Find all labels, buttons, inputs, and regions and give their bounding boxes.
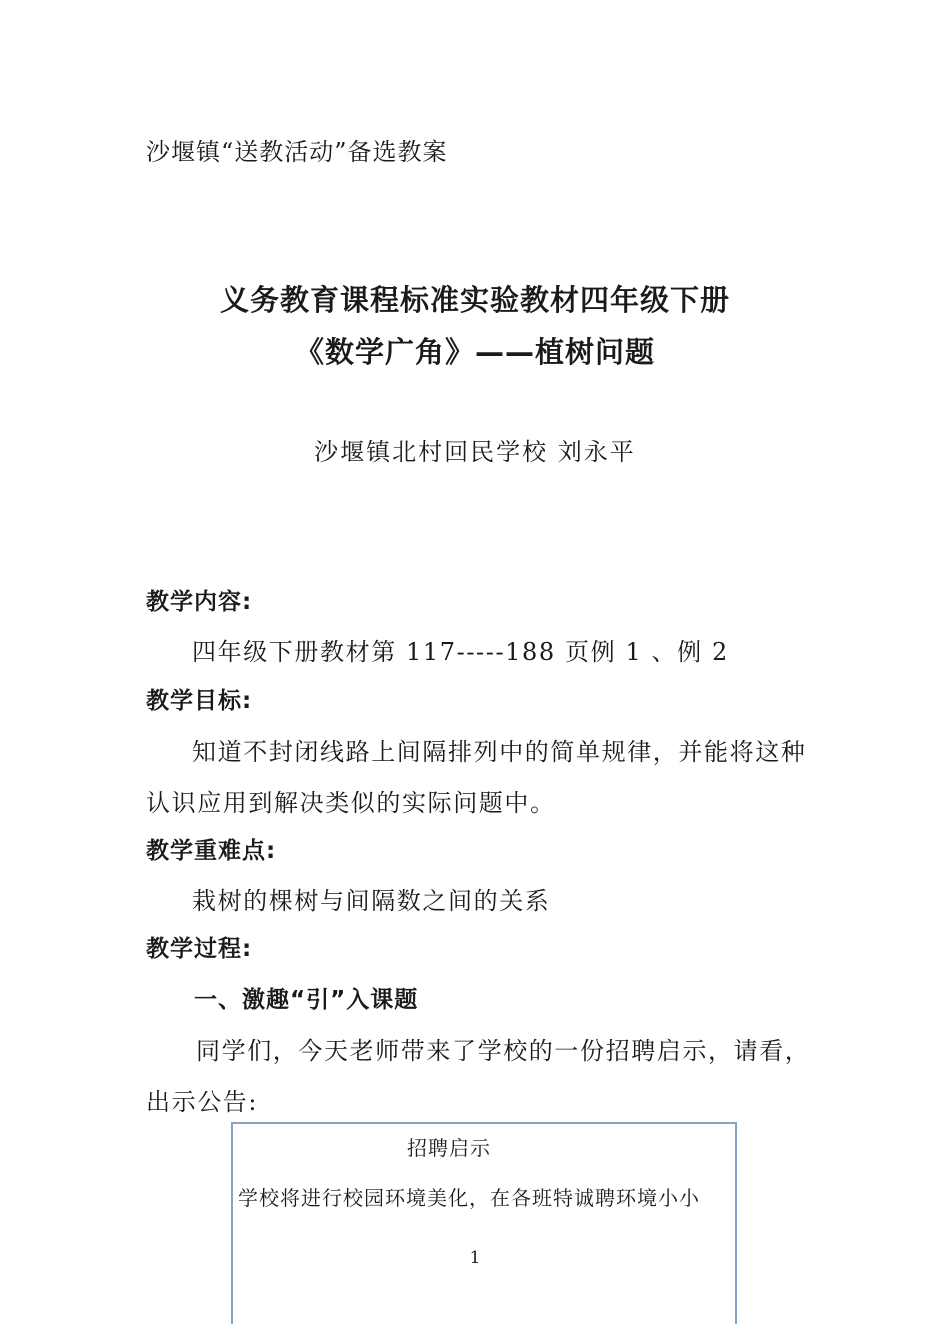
teaching-content-heading: 教学内容:	[146, 589, 253, 615]
notice-title: 招聘启示	[407, 1136, 491, 1160]
teaching-goal-text-line-1: 知道不封闭线路上间隔排列中的简单规律，并能将这种	[192, 738, 807, 766]
step-1-text-line-1: 同学们，今天老师带来了学校的一份招聘启示，请看，	[196, 1037, 811, 1065]
page-number: 1	[469, 1248, 481, 1268]
key-points-text: 栽树的棵树与间隔数之间的关系	[192, 887, 551, 915]
document-title-line-2: 《数学广角》——植树问题	[294, 335, 655, 369]
document-title-line-1: 义务教育课程标准实验教材四年级下册	[219, 283, 730, 317]
teaching-content-text: 四年级下册教材第 117-----188 页例 1 、例 2	[192, 638, 729, 666]
key-points-heading: 教学重难点:	[146, 838, 277, 864]
author-line: 沙堰镇北村回民学校 刘永平	[314, 438, 636, 466]
step-1-text-line-2: 出示公告:	[146, 1088, 259, 1116]
teaching-process-heading: 教学过程:	[146, 936, 253, 962]
step-1-heading: 一、激趣“引”入课题	[194, 987, 419, 1013]
notice-body: 学校将进行校园环境美化，在各班特诚聘环境小小	[238, 1186, 700, 1210]
header-note: 沙堰镇“送教活动”备选教案	[146, 138, 448, 166]
teaching-goal-heading: 教学目标:	[146, 688, 253, 714]
teaching-goal-text-line-2: 认识应用到解决类似的实际问题中。	[146, 789, 556, 817]
